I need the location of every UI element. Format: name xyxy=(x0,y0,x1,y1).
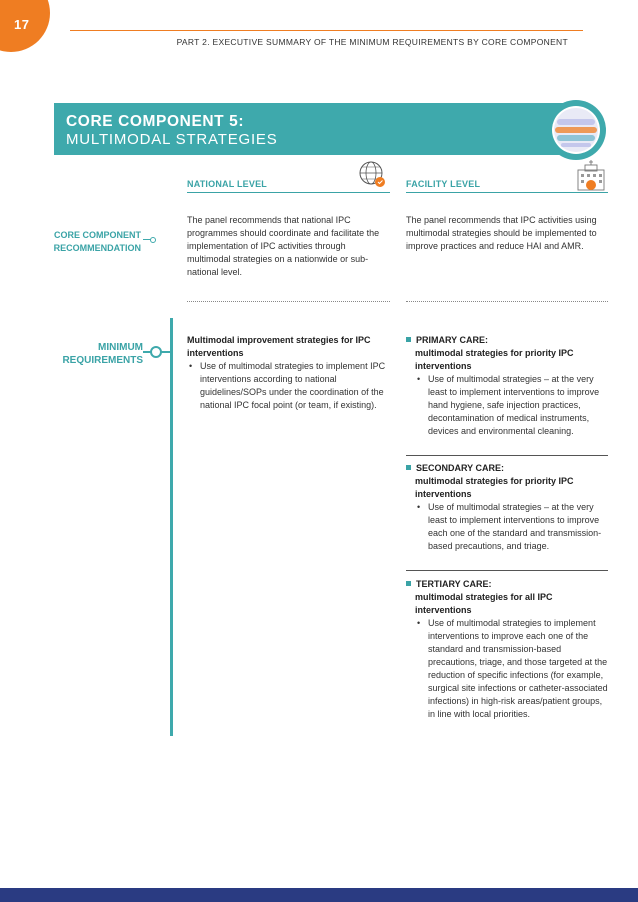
tertiary-square-icon xyxy=(406,581,411,586)
facility-level-heading: FACILITY LEVEL xyxy=(406,179,481,189)
minimum-requirements-label xyxy=(23,341,143,367)
hospital-icon xyxy=(574,160,608,197)
secondary-care-bullet: • Use of multimodal strategies – at the very least to implement interventions to improve each one of the standard and transmission-based precautions, and triage. xyxy=(415,501,611,553)
primary-care-bullet: • Use of multimodal strategies – at the very least to implement interventions to improve hand hygiene, safe injection practices, decontamination of medical instruments, devices and environmental cleaning. xyxy=(415,373,611,438)
globe-icon xyxy=(356,158,390,197)
banner-title: CORE COMPONENT 5: xyxy=(66,113,245,130)
header-rule xyxy=(70,30,583,31)
primary-care-subheading: multimodal strategies for priority IPC interventions xyxy=(415,348,574,371)
primary-square-icon xyxy=(406,337,411,342)
facility-dotted-divider xyxy=(406,301,608,302)
primary-care-block xyxy=(406,334,611,438)
running-head: PART 2. EXECUTIVE SUMMARY OF THE MINIMUM REQUIREMENTS BY CORE COMPONENT xyxy=(176,37,568,47)
recommendation-label xyxy=(21,229,141,254)
stacked-bars-circle-icon xyxy=(545,99,607,161)
recommendation-label-line1: CORE COMPONENT xyxy=(53,230,141,240)
secondary-care-heading: SECONDARY CARE: xyxy=(416,463,505,473)
national-recommendation-text: The panel recommends that national IPC programmes should coordinate and facilitate the implementation of IPC activities through multimodal strategies on a nationwide or sub-national level. xyxy=(187,215,380,277)
primary-care-heading: PRIMARY CARE: xyxy=(416,335,489,345)
national-dotted-divider xyxy=(187,301,390,302)
national-minimum-block xyxy=(187,334,387,412)
vertical-accent-line xyxy=(170,318,173,736)
recommendation-label-line2: RECOMMENDATION xyxy=(53,242,141,253)
tertiary-care-subheading: multimodal strategies for all IPC interventions xyxy=(415,592,553,615)
national-minimum-title: Multimodal improvement strategies for IPC interventions xyxy=(187,335,371,358)
tertiary-care-bullet: • Use of multimodal strategies to implement interventions to improve each one of the standard and transmission-based precautions, triage, and those targeted at the reduction of specific infections (for example, surgical site infections or catheter-associated infections) in high-risk areas/patient groups, in line with local priorities. xyxy=(415,617,611,721)
minimum-label-line1: MINIMUM xyxy=(98,342,143,353)
secondary-square-icon xyxy=(406,465,411,470)
secondary-tertiary-separator xyxy=(406,570,608,571)
primary-secondary-separator xyxy=(406,455,608,456)
recommendation-connector-dot xyxy=(150,237,156,243)
tertiary-care-heading: TERTIARY CARE: xyxy=(416,579,492,589)
secondary-care-block xyxy=(406,462,611,553)
national-minimum-bullet: • Use of multimodal strategies to implement IPC interventions according to national guidelines/SOPs under the coordination of the national IPC focal point (or team, if existing). xyxy=(187,360,387,412)
footer-bar xyxy=(0,888,638,902)
page-number: 17 xyxy=(14,17,30,32)
core-component-banner xyxy=(54,103,574,155)
secondary-care-subheading: multimodal strategies for priority IPC interventions xyxy=(415,476,574,499)
facility-recommendation-text: The panel recommends that IPC activities using multimodal strategies should be implemented to improve practices and reduce HAI and AMR. xyxy=(406,215,597,251)
banner-subtitle: MULTIMODAL STRATEGIES xyxy=(66,131,278,148)
minimum-label-line2: REQUIREMENTS xyxy=(62,355,143,366)
tertiary-care-block xyxy=(406,578,611,721)
national-level-heading: NATIONAL LEVEL xyxy=(187,179,267,189)
minimum-connector-dot xyxy=(150,346,162,358)
